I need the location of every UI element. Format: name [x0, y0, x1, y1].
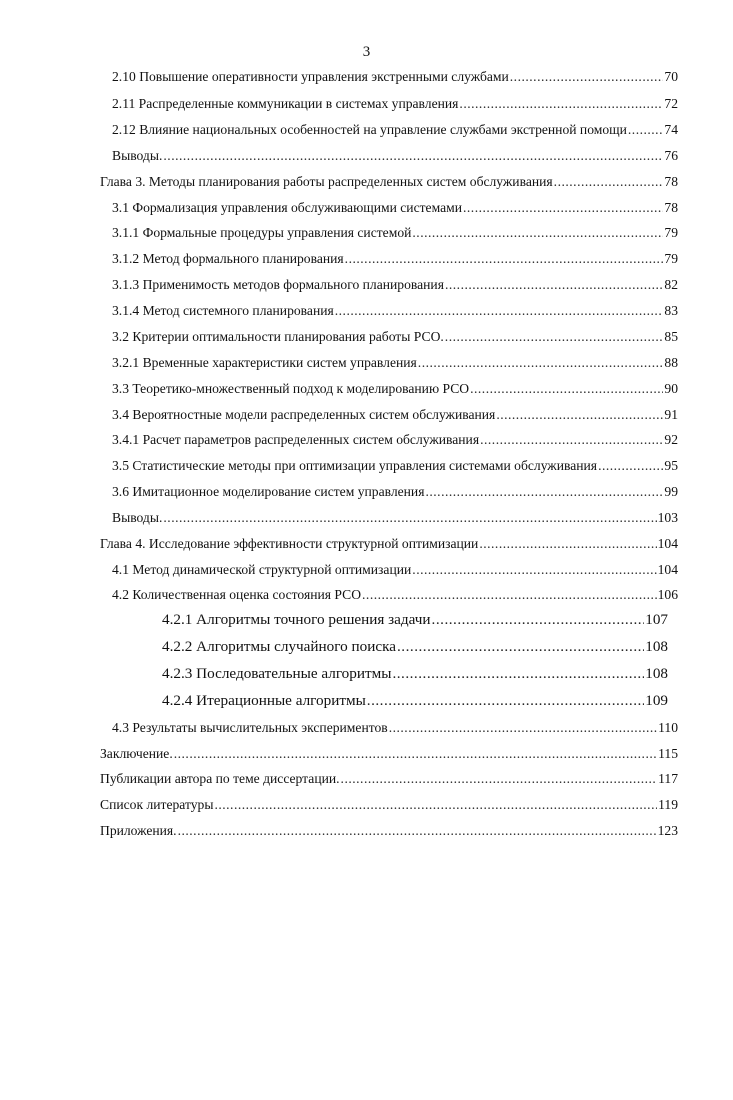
toc-entry-page: 108 — [645, 638, 668, 655]
toc-entry[interactable] — [112, 406, 678, 424]
toc-dot-leader — [389, 719, 657, 737]
toc-entry-title: 3.6 Имитационное моделирование систем управления — [112, 484, 425, 499]
toc-dot-leader — [412, 561, 656, 579]
toc-dot-leader — [510, 68, 664, 86]
toc-entry-page: 99 — [664, 484, 678, 499]
page-number: 3 — [362, 44, 371, 60]
toc-dot-leader — [163, 147, 663, 165]
toc-entry-page: 70 — [664, 69, 678, 84]
toc-entry-title: 4.2.4 Итерационные алгоритмы — [162, 692, 366, 709]
toc-entry-page: 109 — [645, 692, 668, 709]
toc-entry[interactable] — [112, 719, 678, 737]
toc-entry-title: 3.2.1 Временные характеристики систем управления — [112, 355, 417, 370]
toc-dot-leader — [397, 638, 644, 656]
toc-entry-page: 103 — [657, 510, 678, 525]
toc-entry-title: 4.3 Результаты вычислительных экспериментов — [112, 720, 388, 735]
toc-entry-title: 3.1.1 Формальные процедуры управления системой — [112, 225, 412, 240]
toc-dot-leader — [598, 457, 663, 475]
toc-entry[interactable] — [112, 354, 678, 372]
toc-entry-page: 104 — [657, 562, 678, 577]
toc-entry-title: 4.2.1 Алгоритмы точного решения задачи — [162, 611, 431, 628]
toc-entry[interactable] — [100, 173, 678, 191]
toc-dot-leader — [163, 509, 656, 527]
toc-entry-page: 91 — [664, 407, 678, 422]
toc-entry[interactable] — [112, 457, 678, 475]
toc-entry-page: 79 — [664, 251, 678, 266]
toc-dot-leader — [341, 770, 658, 788]
toc-entry-page: 107 — [645, 611, 668, 628]
toc-entry-page: 108 — [645, 665, 668, 682]
toc-entry-title: Глава 4. Исследование эффективности структурной оптимизации — [100, 536, 479, 551]
toc-entry[interactable] — [112, 380, 678, 398]
toc-entry[interactable] — [112, 147, 678, 165]
toc-dot-leader — [345, 250, 664, 268]
toc-entry-page: 95 — [664, 458, 678, 473]
toc-dot-leader — [392, 665, 644, 683]
toc-dot-leader — [470, 380, 663, 398]
toc-entry[interactable] — [112, 250, 678, 268]
toc-entry-page: 88 — [664, 355, 678, 370]
toc-entry-title: Приложения. — [100, 823, 177, 838]
toc-entry-title: 2.11 Распределенные коммуникации в системах управления — [112, 96, 459, 111]
toc-entry[interactable] — [112, 483, 678, 501]
toc-entry-title: Публикации автора по теме диссертации. — [100, 771, 340, 786]
toc-dot-leader — [480, 431, 663, 449]
toc-entry-page: 90 — [664, 381, 678, 396]
toc-entry-page: 92 — [664, 432, 678, 447]
toc-entry[interactable] — [162, 665, 668, 683]
toc-entry-page: 82 — [664, 277, 678, 292]
toc-entry-title: 4.2 Количественная оценка состояния РСО — [112, 587, 362, 602]
toc-dot-leader — [425, 483, 663, 501]
toc-entry-page: 72 — [664, 96, 678, 111]
toc-entry-title: 3.1.3 Применимость методов формального планирования — [112, 277, 444, 292]
toc-entry-page: 78 — [664, 200, 678, 215]
toc-entry[interactable] — [100, 745, 678, 763]
toc-entry-title: Список литературы — [100, 797, 214, 812]
toc-entry[interactable] — [162, 638, 668, 656]
toc-dot-leader — [335, 302, 664, 320]
toc-dot-leader — [496, 406, 663, 424]
toc-entry[interactable] — [162, 692, 668, 710]
toc-entry-title: Заключение. — [100, 746, 173, 761]
toc-entry-title: Глава 3. Методы планирования работы распределенных систем обслуживания — [100, 174, 553, 189]
toc-entry[interactable] — [112, 586, 678, 604]
toc-entry[interactable] — [112, 199, 678, 217]
toc-entry-title: 3.1 Формализация управления обслуживающими системами — [112, 200, 462, 215]
toc-dot-leader — [418, 354, 664, 372]
toc-dot-leader — [367, 692, 644, 710]
toc-entry[interactable] — [112, 509, 678, 527]
toc-entry-page: 85 — [664, 329, 678, 344]
toc-entry[interactable] — [112, 561, 678, 579]
toc-entry-page: 119 — [658, 797, 678, 812]
toc-dot-leader — [178, 822, 657, 840]
toc-entry[interactable] — [112, 224, 678, 242]
toc-dot-leader — [432, 611, 645, 629]
toc-entry-page: 110 — [658, 720, 678, 735]
toc-entry-title: 4.1 Метод динамической структурной оптимизации — [112, 562, 412, 577]
toc-entry[interactable] — [162, 611, 668, 629]
toc-entry[interactable] — [112, 276, 678, 294]
toc-entry-page: 117 — [658, 771, 678, 786]
toc-entry-title: 3.1.4 Метод системного планирования — [112, 303, 334, 318]
toc-entry-page: 79 — [664, 225, 678, 240]
toc-dot-leader — [628, 121, 664, 139]
toc-entry-title: 2.10 Повышение оперативности управления экстренными службами — [112, 69, 509, 84]
toc-entry-page: 106 — [657, 587, 678, 602]
toc-entry-page: 74 — [664, 122, 678, 137]
toc-entry-title: 3.2 Критерии оптимальности планирования работы РСО. — [112, 329, 444, 344]
toc-entry-page: 115 — [658, 746, 678, 761]
toc-entry[interactable] — [112, 328, 678, 346]
toc-entry[interactable] — [100, 822, 678, 840]
toc-entry-title: 3.4.1 Расчет параметров распределенных систем обслуживания — [112, 432, 480, 447]
toc-entry[interactable] — [100, 535, 678, 553]
toc-dot-leader — [412, 224, 663, 242]
toc-entry-page: 78 — [664, 174, 678, 189]
toc-entry[interactable] — [100, 796, 678, 814]
toc-dot-leader — [445, 276, 663, 294]
toc-entry-page: 123 — [657, 823, 678, 838]
toc-entry[interactable] — [112, 95, 678, 113]
toc-dot-leader — [445, 328, 664, 346]
toc-dot-leader — [362, 586, 657, 604]
toc-entry[interactable] — [100, 770, 678, 788]
toc-entry-title: 3.1.2 Метод формального планирования — [112, 251, 344, 266]
toc-entry-title: Выводы. — [112, 148, 163, 163]
toc-dot-leader — [214, 796, 657, 814]
toc-dot-leader — [174, 745, 657, 763]
toc-entry-title: Выводы. — [112, 510, 163, 525]
toc-dot-leader — [459, 95, 663, 113]
toc-entry-page: 104 — [657, 536, 678, 551]
toc-entry-page: 83 — [664, 303, 678, 318]
toc-entry[interactable] — [112, 68, 678, 86]
toc-entry-title: 3.4 Вероятностные модели распределенных систем обслуживания — [112, 407, 496, 422]
toc-dot-leader — [554, 173, 664, 191]
toc-entry[interactable] — [112, 121, 678, 139]
toc-entry-title: 3.3 Теоретико-множественный подход к моделированию РСО — [112, 381, 470, 396]
toc-entry-title: 4.2.2 Алгоритмы случайного поиска — [162, 638, 396, 655]
toc-dot-leader — [463, 199, 663, 217]
toc-entry-title: 2.12 Влияние национальных особенностей на управление службами экстренной помощи — [112, 122, 627, 137]
toc-entry-page: 76 — [664, 148, 678, 163]
toc-entry[interactable] — [112, 431, 678, 449]
toc-entry-title: 4.2.3 Последовательные алгоритмы — [162, 665, 392, 682]
toc-dot-leader — [479, 535, 656, 553]
toc-entry-title: 3.5 Статистические методы при оптимизации управления системами обслуживания — [112, 458, 598, 473]
toc-entry[interactable] — [112, 302, 678, 320]
